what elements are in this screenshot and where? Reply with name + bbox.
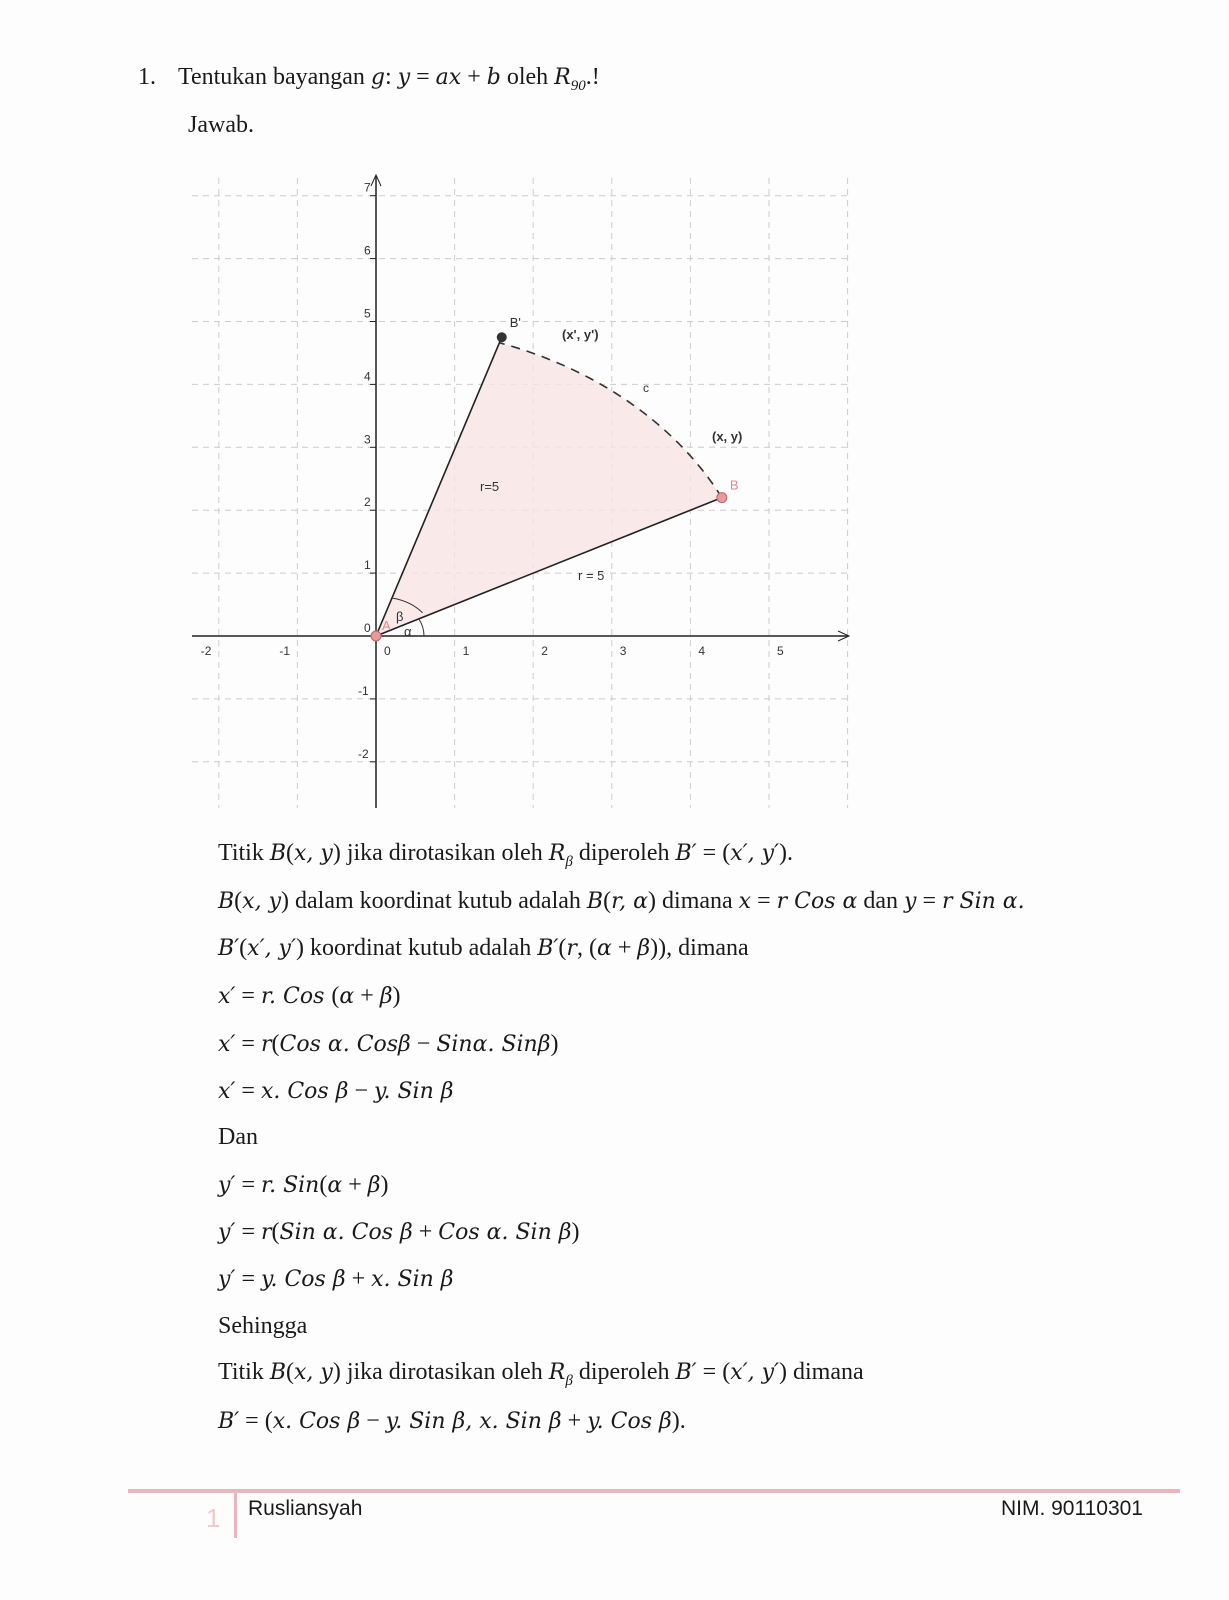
text-segment: x′, y′ (730, 1360, 779, 1385)
text-segment: + (412, 1219, 439, 1245)
footer-rule (128, 1489, 1180, 1493)
derivation-line (218, 1266, 454, 1293)
text-segment: = (916, 888, 943, 914)
text-segment: B (269, 1360, 286, 1385)
text-segment: y. Sin β, x. Sin β (385, 1409, 562, 1434)
text-segment: ( (603, 888, 612, 914)
derivation-line (218, 935, 749, 962)
text-segment: y′ (218, 1267, 236, 1292)
text-segment: x, y (294, 1360, 333, 1385)
text-segment: + (611, 935, 638, 961)
text-segment: .! (585, 64, 600, 90)
y-tick-label: 1 (364, 558, 371, 573)
text-segment: − (410, 1031, 437, 1057)
point-label: B (729, 477, 739, 493)
label-beta: β (396, 609, 404, 624)
text-segment: : (385, 64, 398, 90)
text-segment: ) jika dirotasikan oleh (332, 840, 549, 866)
text-segment: R (548, 841, 566, 866)
text-segment: + (354, 983, 380, 1009)
text-segment: r (566, 936, 577, 961)
text-segment: y. Sin β (373, 1079, 454, 1104)
text-segment: ( (319, 1172, 328, 1198)
text-segment: x′ (218, 984, 236, 1009)
label-r2: r = 5 (578, 568, 605, 583)
text-segment: ( (558, 935, 567, 961)
text-segment: x′ (218, 1032, 236, 1057)
label-r1: r=5 (480, 479, 500, 494)
text-segment: r (260, 1032, 272, 1057)
text-segment: = (235, 1078, 261, 1104)
text-segment: β (565, 1373, 573, 1389)
label-alpha: α (404, 624, 412, 639)
y-tick-label: -1 (358, 683, 369, 698)
text-segment: dan (857, 888, 905, 914)
text-segment: B′ (218, 936, 240, 961)
text-segment: x (738, 889, 752, 914)
text-segment: diperoleh (572, 1359, 676, 1385)
text-segment: r (260, 1220, 272, 1245)
text-segment: r, α (611, 889, 649, 914)
text-segment: r Cos α (776, 889, 858, 914)
text-segment: = ( (239, 1408, 273, 1434)
text-segment: )), dimana (650, 935, 749, 961)
text-segment: Titik (218, 1359, 270, 1385)
text-segment: r. Sin (260, 1173, 320, 1198)
derivation-line (218, 1408, 686, 1435)
text-segment: B′ (675, 1360, 697, 1385)
text-segment: x. Sin β (371, 1267, 454, 1292)
footer-nim: NIM. 90110301 (1000, 1497, 1143, 1520)
question-number: 1. (138, 64, 156, 90)
x-tick-label: 4 (698, 644, 706, 658)
text-segment: ( (271, 1031, 280, 1057)
text-segment: Tentukan bayangan (178, 64, 371, 90)
text-segment: + (345, 1266, 372, 1292)
text-segment: = (751, 888, 777, 914)
text-segment: ). (779, 840, 793, 866)
text-segment: R (548, 1360, 566, 1385)
x-tick-label: 3 (619, 644, 627, 658)
x-tick-label: -2 (200, 644, 212, 658)
text-segment: x′, y′ (730, 841, 779, 866)
text-segment: x, y (242, 889, 281, 914)
text-segment: ) (550, 1031, 559, 1057)
text-segment: ( (286, 1359, 294, 1385)
text-segment: ) (571, 1219, 580, 1245)
text-segment: ( (271, 1219, 280, 1245)
text-segment: = ( (696, 1359, 731, 1385)
x-tick-label: 1 (462, 644, 470, 658)
text-segment: 90 (570, 78, 586, 94)
text-segment: g (370, 65, 386, 90)
derivation-line (218, 1031, 558, 1058)
text-segment: β (379, 984, 393, 1009)
text-segment: ( (239, 935, 248, 961)
point-label: A (382, 618, 391, 633)
derivation-line (218, 840, 793, 871)
y-tick-label: 2 (364, 495, 371, 510)
text-segment: oleh (500, 64, 555, 90)
text-segment: = (235, 983, 261, 1009)
text-segment: Sinα. Sinβ (436, 1032, 551, 1057)
point-a (371, 631, 381, 641)
text-segment: + (561, 1408, 588, 1434)
label-arc-c: c (643, 381, 649, 395)
text-segment: Titik (218, 840, 270, 866)
text-segment: + (342, 1172, 368, 1198)
text-segment: ) dimana (648, 888, 739, 914)
derivation-line (218, 1219, 579, 1246)
text-segment: y′ (218, 1220, 236, 1245)
angle-alpha-arc (419, 619, 424, 636)
y-tick-label: 6 (364, 243, 371, 258)
text-segment: β (637, 936, 651, 961)
y-tick-label: 5 (364, 306, 371, 321)
text-segment: = ( (696, 840, 731, 866)
point-bprime (497, 332, 507, 342)
footer-author: Rusliansyah (248, 1497, 363, 1520)
text-segment: = (235, 1172, 261, 1198)
text-segment: α (596, 936, 612, 961)
text-segment: ax (435, 65, 462, 90)
point-b (717, 493, 727, 503)
text-segment: Sehingga (218, 1313, 308, 1339)
text-segment: ) koordinat kutub adalah (295, 935, 538, 961)
text-segment: β (367, 1173, 381, 1198)
text-segment: Cos α. Sin β (438, 1220, 572, 1245)
text-segment: ( (286, 840, 294, 866)
text-segment: B′ (218, 1409, 240, 1434)
text-segment: B (218, 889, 235, 914)
derivation-line (218, 1078, 453, 1105)
derivation-line (218, 983, 401, 1010)
page-number: 1 (206, 1503, 221, 1533)
text-segment: ) dalam koordinat kutub adalah (281, 888, 587, 914)
text-segment: x′, y′ (247, 936, 296, 961)
point-label: B' (509, 315, 521, 331)
text-segment: − (348, 1078, 374, 1104)
text-segment: B (586, 889, 604, 914)
text-segment: α (327, 1173, 343, 1198)
label-b-coords: (x, y) (712, 429, 743, 444)
text-segment: y (904, 889, 917, 914)
text-segment: x, y (294, 841, 333, 866)
text-segment: B′ (675, 841, 697, 866)
text-segment: y. Cos β (260, 1267, 346, 1292)
text-segment: = (410, 64, 436, 90)
text-segment: B′ (537, 936, 559, 961)
text-segment: B (269, 841, 286, 866)
footer-divider (234, 1492, 237, 1538)
x-tick-label: 2 (541, 644, 548, 658)
text-segment: y. Cos β (587, 1409, 672, 1434)
y-tick-label: 0 (364, 621, 371, 635)
derivation-line (218, 1124, 258, 1151)
derivation-line (218, 1313, 307, 1340)
text-segment: β (565, 854, 573, 870)
text-segment: ( (234, 888, 243, 914)
text-segment: + (461, 64, 487, 90)
text-segment: , ( (576, 935, 597, 961)
text-segment: − (360, 1408, 386, 1434)
y-tick-label: 3 (364, 432, 371, 447)
y-tick-label: 4 (364, 369, 371, 384)
text-segment: ( (331, 983, 340, 1009)
text-segment: ). (671, 1408, 686, 1434)
text-segment: Sin α. Cos β (279, 1220, 413, 1245)
text-segment: α (339, 984, 355, 1009)
text-segment: x. Cos β (260, 1079, 349, 1104)
x-tick-label: 5 (777, 644, 784, 658)
label-bprime-coords: (x', y') (562, 327, 599, 342)
text-segment: ) jika dirotasikan oleh (332, 1359, 549, 1385)
derivation-line (218, 888, 1025, 915)
text-segment: b (486, 65, 501, 90)
text-segment: r. Cos (260, 984, 332, 1009)
text-segment: ) (392, 983, 401, 1009)
text-segment: Dan (218, 1124, 258, 1150)
text-segment: = (235, 1266, 261, 1292)
text-segment: Cos α. Cosβ (279, 1032, 411, 1057)
text-segment: = (235, 1031, 261, 1057)
derivation-line (218, 1172, 388, 1199)
y-tick-label: 7 (364, 180, 371, 195)
text-segment: x. Cos β (272, 1409, 361, 1434)
text-segment: diperoleh (572, 840, 676, 866)
derivation-line (218, 1359, 864, 1390)
text-segment: y′ (218, 1173, 236, 1198)
text-segment: = (235, 1219, 261, 1245)
text-segment: x′ (218, 1079, 236, 1104)
answer-label: Jawab. (188, 112, 254, 138)
x-tick-label: -1 (279, 644, 291, 658)
text-segment: r Sin α. (942, 889, 1025, 914)
y-tick-label: -2 (358, 746, 369, 761)
text-segment: ) dimana (779, 1359, 864, 1385)
text-segment: y (397, 65, 411, 90)
x-tick-label: 0 (384, 644, 391, 658)
text-segment: ) (380, 1172, 389, 1198)
sector-fill (376, 343, 722, 636)
text-segment: R (554, 65, 571, 90)
